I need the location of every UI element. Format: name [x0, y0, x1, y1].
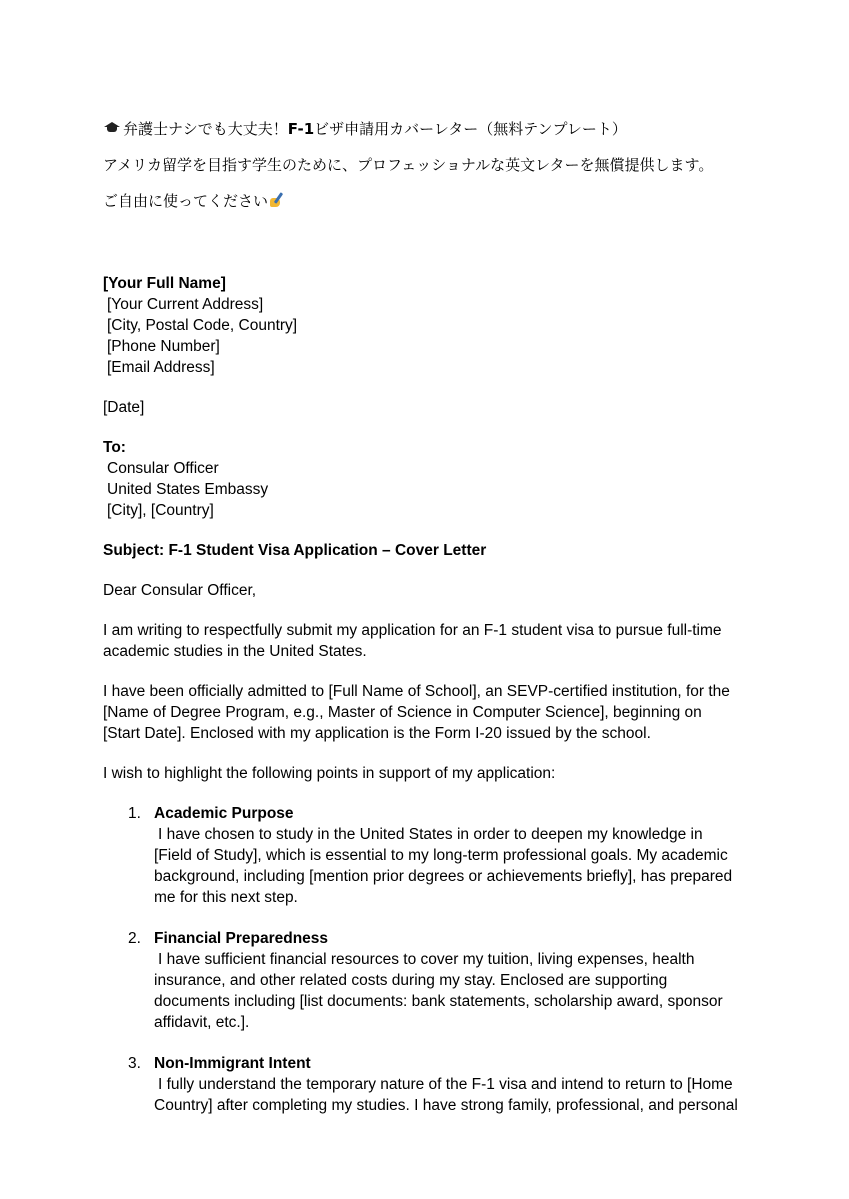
paragraph-line: I have been officially admitted to [Full Name of School], an SEVP-certified institution, for the	[103, 683, 730, 700]
list-item-line: I have sufficient financial resources to cover my tuition, living expenses, health	[158, 951, 695, 968]
list-item-title: Non-Immigrant Intent	[154, 1055, 311, 1072]
recipient-label: To:	[103, 439, 126, 456]
intro-title-bold: F-1	[287, 120, 315, 138]
paragraph-line: I am writing to respectfully submit my application for an F-1 student visa to pursue full-time	[103, 622, 722, 639]
recipient-officer: Consular Officer	[107, 460, 219, 477]
list-item-line: affidavit, etc.].	[154, 1014, 250, 1031]
intro-invitation-text: ご自由に使ってください	[103, 192, 269, 210]
writing-hand-icon	[269, 192, 285, 208]
list-item-line: I fully understand the temporary nature of the F-1 visa and intend to return to [Home	[158, 1076, 733, 1093]
spacer	[103, 226, 763, 273]
intro-title	[103, 118, 763, 140]
sender-block	[103, 273, 763, 378]
list-item-line: me for this next step.	[154, 889, 298, 906]
list-item	[103, 1053, 763, 1116]
list-item-line: insurance, and other related costs during my stay. Enclosed are supporting	[154, 972, 668, 989]
list-item-body	[154, 1074, 763, 1116]
date-line: [Date]	[103, 399, 145, 416]
list-item-number: 1.	[128, 805, 141, 822]
support-points-list	[103, 803, 763, 1116]
list-item-body	[154, 949, 763, 1033]
graduation-cap-icon	[103, 120, 121, 136]
paragraph-line: [Start Date]. Enclosed with my application is the Form I-20 issued by the school.	[103, 725, 651, 742]
list-item-number: 3.	[128, 1055, 141, 1072]
paragraph-highlight: I wish to highlight the following points in support of my application:	[103, 765, 556, 782]
recipient-block	[103, 437, 763, 521]
paragraph-intro	[103, 620, 763, 662]
list-item-number: 2.	[128, 930, 141, 947]
intro-description: アメリカ留学を目指す学生のために、プロフェッショナルな英文レターを無償提供します。	[103, 156, 714, 174]
list-item-line: [Field of Study], which is essential to my long-term professional goals. My academic	[154, 847, 728, 864]
sender-email: [Email Address]	[107, 359, 215, 376]
list-item-line: Country] after completing my studies. I have strong family, professional, and personal	[154, 1097, 738, 1114]
intro-invitation	[103, 190, 763, 212]
paragraph-admission	[103, 681, 763, 744]
paragraph-line: academic studies in the United States.	[103, 643, 367, 660]
intro-title-prefix: 弁護士ナシでも大丈夫！	[123, 120, 288, 138]
sender-city: [City, Postal Code, Country]	[107, 317, 298, 334]
paragraph-line: [Name of Degree Program, e.g., Master of Science in Computer Science], beginning on	[103, 704, 702, 721]
recipient-location: [City], [Country]	[107, 502, 214, 519]
sender-phone: [Phone Number]	[107, 338, 220, 355]
salutation: Dear Consular Officer,	[103, 582, 257, 599]
list-item-line: documents including [list documents: bank statements, scholarship award, sponsor	[154, 993, 723, 1010]
list-item-title: Financial Preparedness	[154, 930, 329, 947]
intro-title-suffix: ビザ申請用カバーレター（無料テンプレート）	[314, 120, 627, 138]
list-item	[103, 928, 763, 1033]
document-page	[103, 118, 763, 1136]
list-item-line: I have chosen to study in the United States in order to deepen my knowledge in	[158, 826, 703, 843]
list-item-body	[154, 824, 763, 908]
sender-address: [Your Current Address]	[107, 296, 264, 313]
subject-line: Subject: F-1 Student Visa Application – Cover Letter	[103, 542, 487, 559]
sender-name: [Your Full Name]	[103, 275, 226, 292]
list-item-line: background, including [mention prior degrees or achievements briefly], has prepared	[154, 868, 733, 885]
list-item	[103, 803, 763, 908]
list-item-title: Academic Purpose	[154, 805, 294, 822]
recipient-embassy: United States Embassy	[107, 481, 269, 498]
